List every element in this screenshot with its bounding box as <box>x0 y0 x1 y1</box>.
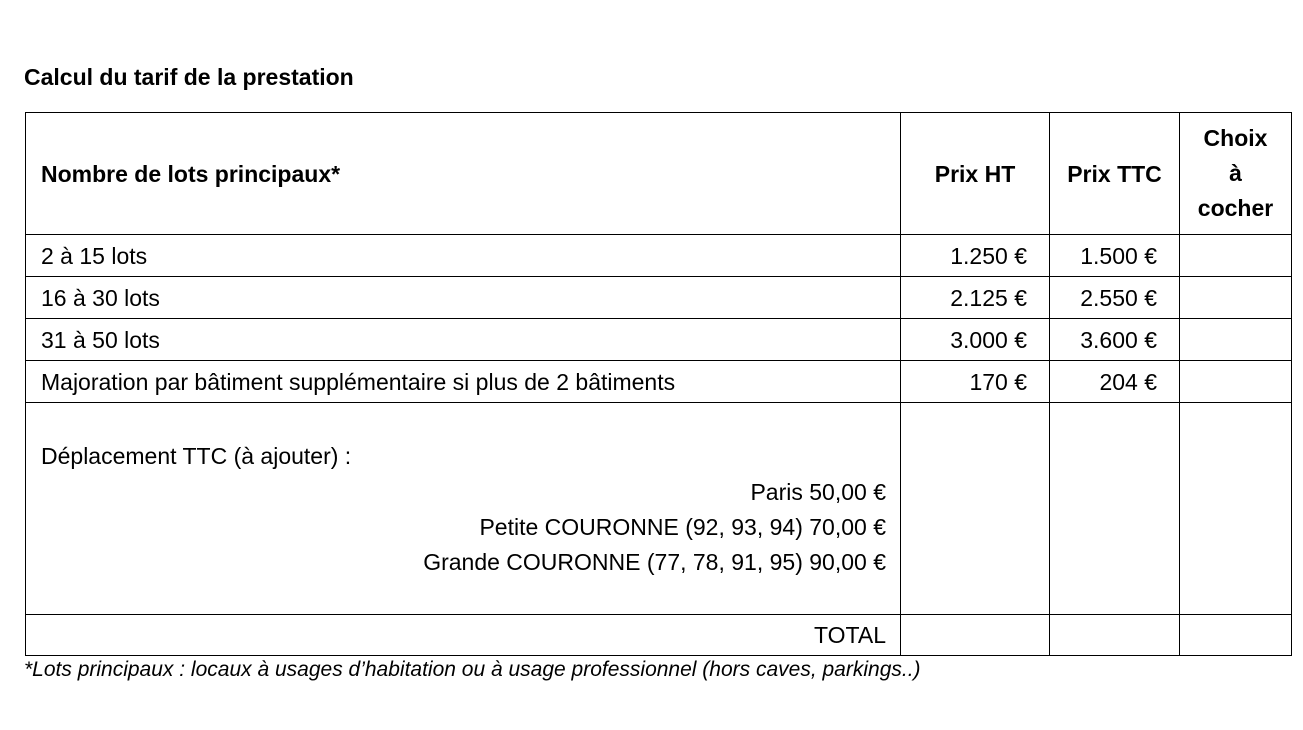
table-row <box>26 319 1292 361</box>
deplacement-cell <box>26 403 901 615</box>
header-choix-line3: cocher <box>1197 195 1274 221</box>
row-prix-ttc: 1.500 € <box>1050 235 1180 277</box>
header-prix-ttc: Prix TTC <box>1050 113 1180 235</box>
row-choix-cell[interactable] <box>1180 319 1292 361</box>
row-prix-ttc: 3.600 € <box>1050 319 1180 361</box>
total-label: TOTAL <box>26 615 901 656</box>
row-label: 16 à 30 lots <box>26 277 901 319</box>
deplacement-prix-ht-cell <box>901 403 1050 615</box>
row-choix-cell[interactable] <box>1180 235 1292 277</box>
header-choix-line2: à <box>1229 160 1242 186</box>
header-prix-ht: Prix HT <box>901 113 1050 235</box>
row-choix-cell[interactable] <box>1180 361 1292 403</box>
deplacement-line-grande-couronne: Grande COURONNE (77, 78, 91, 95) 90,00 € <box>423 549 886 575</box>
total-choix-cell <box>1180 615 1292 656</box>
row-prix-ht: 1.250 € <box>901 235 1050 277</box>
table-header-row <box>26 113 1292 235</box>
row-choix-cell[interactable] <box>1180 277 1292 319</box>
header-choix-a-cocher <box>1180 113 1292 235</box>
header-choix-line1: Choix <box>1203 125 1268 151</box>
row-label: Majoration par bâtiment supplémentaire si plus de 2 bâtiments <box>26 361 901 403</box>
row-prix-ht: 2.125 € <box>901 277 1050 319</box>
total-prix-ttc-cell <box>1050 615 1180 656</box>
row-prix-ttc: 2.550 € <box>1050 277 1180 319</box>
row-prix-ht: 170 € <box>901 361 1050 403</box>
tarif-table <box>25 112 1292 656</box>
deplacement-title: Déplacement TTC (à ajouter) : <box>41 443 352 469</box>
deplacement-lines <box>423 475 886 580</box>
deplacement-row <box>26 403 1292 615</box>
table-row <box>26 361 1292 403</box>
deplacement-choix-cell[interactable] <box>1180 403 1292 615</box>
deplacement-prix-ttc-cell <box>1050 403 1180 615</box>
deplacement-line-petite-couronne: Petite COURONNE (92, 93, 94) 70,00 € <box>479 514 886 540</box>
total-row <box>26 615 1292 656</box>
row-label: 31 à 50 lots <box>26 319 901 361</box>
page-title: Calcul du tarif de la prestation <box>24 64 354 90</box>
row-prix-ttc: 204 € <box>1050 361 1180 403</box>
deplacement-line-paris: Paris 50,00 € <box>750 479 886 505</box>
row-label: 2 à 15 lots <box>26 235 901 277</box>
total-prix-ht-cell <box>901 615 1050 656</box>
table-row <box>26 277 1292 319</box>
row-prix-ht: 3.000 € <box>901 319 1050 361</box>
header-lots: Nombre de lots principaux* <box>26 113 901 235</box>
footnote: *Lots principaux : locaux à usages d’habitation ou à usage professionnel (hors caves, parkings..) <box>24 658 921 681</box>
table-row <box>26 235 1292 277</box>
